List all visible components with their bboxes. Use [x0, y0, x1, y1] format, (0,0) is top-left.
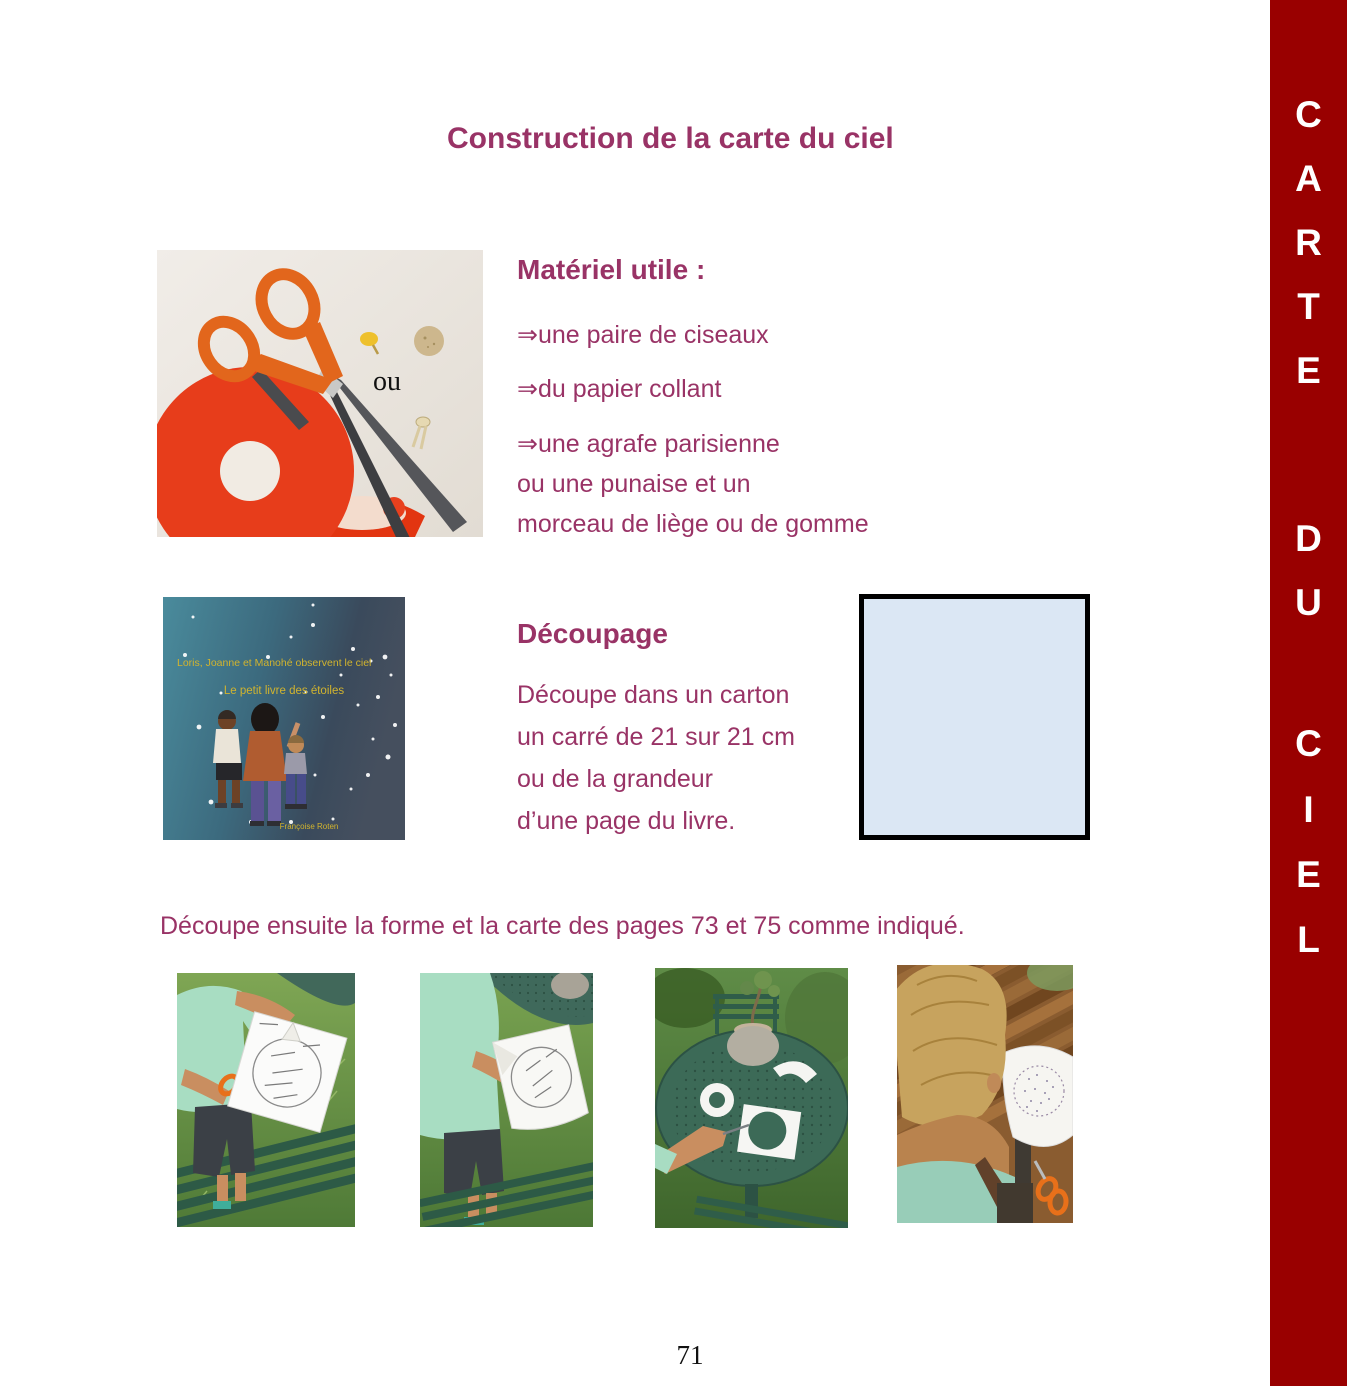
sidebar-letter: I [1303, 789, 1314, 830]
pushpin [360, 332, 378, 346]
child-hair [897, 965, 1007, 1127]
materials-item-3-text: une agrafe parisienne [537, 430, 780, 458]
table-shapes-illustration [655, 968, 848, 1228]
materials-photo [157, 250, 483, 537]
instruction-sentence: Découpe ensuite la forme et la carte des pages 73 et 75 comme indiqué. [160, 912, 965, 940]
cutting-photo-2-illustration [420, 973, 593, 1227]
book-cover [163, 597, 405, 840]
carte-du-ciel-sidebar [1270, 0, 1347, 1386]
ou-caption: ou [373, 366, 401, 397]
checking-map-illustration [897, 965, 1073, 1223]
decoupage-line-2: un carré de 21 sur 21 cm [517, 723, 795, 751]
sidebar-letter: T [1297, 286, 1320, 327]
decoupage-line-3: ou de la grandeur [517, 765, 713, 793]
materials-item-3-line-2: ou une punaise et un [517, 470, 751, 498]
book-cover-author: Françoise Roten [279, 822, 339, 831]
sidebar-letter: D [1295, 518, 1322, 559]
page-title: Construction de la carte du ciel [447, 122, 894, 155]
cork-disc [414, 326, 444, 356]
carton-square [859, 594, 1090, 840]
cutting-photo-1-illustration [177, 973, 355, 1227]
child-ear [987, 1073, 1001, 1093]
page-number: 71 [676, 1340, 704, 1370]
table-shapes-photo [655, 968, 848, 1228]
checking-map-photo [897, 965, 1073, 1223]
book-cover-title-line1: Loris, Joanne et Manohé observent le ciel [177, 657, 372, 669]
sidebar-letter: E [1296, 350, 1321, 391]
materials-heading: Matériel utile : [517, 254, 706, 285]
sidebar-letter: L [1297, 919, 1320, 960]
sidebar-letter: C [1295, 723, 1322, 764]
decoupage-line-4: d’une page du livre. [517, 807, 736, 835]
paper-fastener [416, 417, 430, 427]
sidebar-letter: C [1295, 94, 1322, 135]
decoupage-line-1: Découpe dans un carton [517, 681, 790, 709]
paper-window-cutout [737, 1104, 801, 1160]
sidebar-letter: U [1295, 582, 1322, 623]
materials-item-1-text: une paire de ciseaux [537, 321, 769, 349]
cutting-photo-1 [177, 973, 355, 1227]
book-cover-illustration [163, 597, 405, 840]
materials-item-2 [517, 374, 721, 404]
materials-photo-illustration [157, 250, 483, 537]
sidebar-letter: A [1295, 158, 1322, 199]
star-map-paper [1003, 1046, 1073, 1147]
materials-item-1 [517, 320, 769, 350]
sidebar-letter: R [1295, 222, 1322, 263]
arrow-bullet-icon: ⇒ [517, 430, 538, 458]
book-cover-title-line2: Le petit livre des étoiles [223, 685, 345, 697]
materials-item-3-line-1 [517, 429, 780, 459]
materials-item-2-text: du papier collant [537, 375, 722, 403]
cutting-photo-2 [420, 973, 593, 1227]
arrow-bullet-icon: ⇒ [517, 321, 538, 349]
materials-item-3-line-3: morceau de liège ou de gomme [517, 510, 869, 538]
sidebar-letter: E [1296, 854, 1321, 895]
decoupage-heading: Découpage [517, 618, 668, 649]
arrow-bullet-icon: ⇒ [517, 375, 538, 403]
